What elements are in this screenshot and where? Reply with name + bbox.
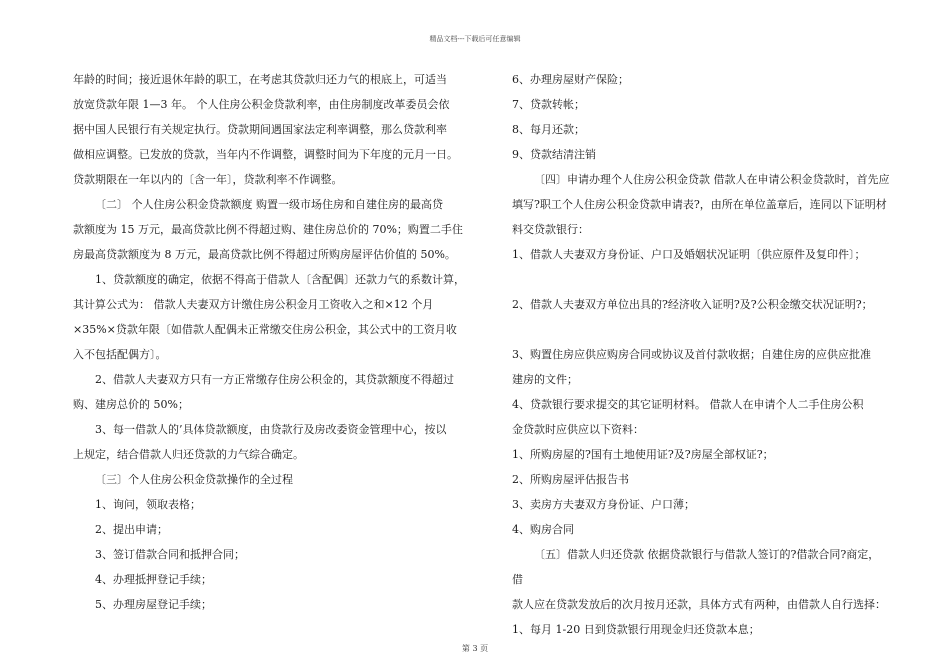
section-heading: 〔四〕申请办理个人住房公积金贷款 借款人在申请公积金贷款时，首先应 (534, 173, 890, 186)
list-item: 8、每月还款； (512, 123, 585, 136)
text-line: 建房的文件； (512, 373, 578, 386)
text-line: 填写?职工个人住房公积金贷款申请表?，由所在单位盖章后，连同以下证明材 (512, 198, 887, 211)
page-number: 第 3 页 (461, 644, 489, 653)
list-item: 5、办理房屋登记手续； (95, 598, 212, 611)
list-item: 9、贷款结清注销 (512, 148, 596, 161)
right-column (512, 67, 890, 642)
left-column (73, 67, 468, 617)
list-item: 2、借款人夫妻双方单位出具的?经济收入证明?及?公积金缴交状况证明?； (512, 298, 873, 311)
page-header: 精品文档---下载后可任意编辑 (429, 35, 521, 43)
text-line: 贷款期限在一年以内的〔含一年〕，贷款利率不作调整。 (73, 173, 343, 186)
list-item: 4、购房合同 (512, 523, 574, 536)
text-line: ×35%×贷款年限〔如借款人配偶未正常缴交住房公积金，其公式中的工资月收 (73, 323, 457, 336)
text-line: 3、每一借款人的’具体贷款额度，由贷款行及房改委资金管理中心，按以 (95, 423, 447, 436)
list-item: 4、办理抵押登记手续； (95, 573, 212, 586)
text-line: 料交贷款银行： (512, 223, 589, 236)
list-item: 1、每月 1-20 日到贷款银行用现金归还贷款本息； (512, 623, 760, 636)
list-item: 1、借款人夫妻双方身份证、户口及婚姻状况证明〔供应原件及复印件〕； (512, 248, 866, 261)
spacer (512, 317, 890, 342)
section-heading: 〔五〕借款人归还贷款 依据贷款银行与借款人签订的?借款合同?商定，借 (512, 548, 880, 586)
spacer (512, 267, 890, 292)
text-line: 据中国人民银行有关规定执行。贷款期间遇国家法定利率调整，那么贷款利率 (73, 123, 447, 136)
text-line: 入不包括配偶方〕。 (73, 348, 167, 361)
text-line: 款人应在贷款发放后的次月按月还款，具体方式有两种，由借款人自行选择： (512, 598, 886, 611)
list-item: 2、提出申请； (95, 523, 168, 536)
text-line: 房最高贷款额度为 8 万元，最高贷款比例不得超过所购房屋评估价值的 50%。 (73, 248, 456, 261)
text-line: 放宽贷款年限 1—3 年。 个人住房公积金贷款利率，由住房制度改革委员会依 (73, 98, 450, 111)
list-item: 4、贷款银行要求提交的其它证明材料。 借款人在申请个人二手住房公积 (512, 398, 864, 411)
text-line: 金贷款时应供应以下资料： (512, 423, 644, 436)
section-heading: 〔三〕个人住房公积金贷款操作的全过程 (95, 473, 293, 486)
section-heading: 〔二〕 个人住房公积金贷款额度 购置一级市场住房和自建住房的最高贷 (95, 198, 443, 211)
text-line: 1、贷款额度的确定，依据不得高于借款人〔含配偶〕还款力气的系数计算， (95, 273, 465, 286)
list-item: 1、所购房屋的?国有土地使用证?及?房屋全部权证?； (512, 448, 774, 461)
text-line: 做相应调整。已发放的贷款，当年内不作调整，调整时间为下年度的元月一日。 (73, 148, 458, 161)
list-item: 1、询问，领取表格； (95, 498, 201, 511)
list-item: 7、贷款转帐； (512, 98, 585, 111)
text-line: 年龄的时间；接近退休年龄的职工，在考虑其贷款归还力气的根底上，可适当 (73, 73, 447, 86)
list-item: 3、购置住房应供应购房合同或协议及首付款收据；自建住房的应供应批准 (512, 348, 871, 361)
text-line: 款额度为 15 万元，最高贷款比例不得超过购、建住房总价的 70%；购置二手住 (73, 223, 463, 236)
list-item: 2、所购房屋评估报告书 (512, 473, 629, 486)
text-line: 上规定，结合借款人归还贷款的力气综合确定。 (73, 448, 304, 461)
list-item: 6、办理房屋财产保险； (512, 73, 629, 86)
text-line: 购、建房总价的 50%； (73, 398, 189, 411)
list-item: 3、签订借款合同和抵押合同； (95, 548, 245, 561)
text-line: 其计算公式为： 借款人夫妻双方计缴住房公积金月工资收入之和×12 个月 (73, 298, 434, 311)
list-item: 3、卖房方夫妻双方身份证、户口薄； (512, 498, 695, 511)
text-line: 2、借款人夫妻双方只有一方正常缴存住房公积金的，其贷款额度不得超过 (95, 373, 454, 386)
